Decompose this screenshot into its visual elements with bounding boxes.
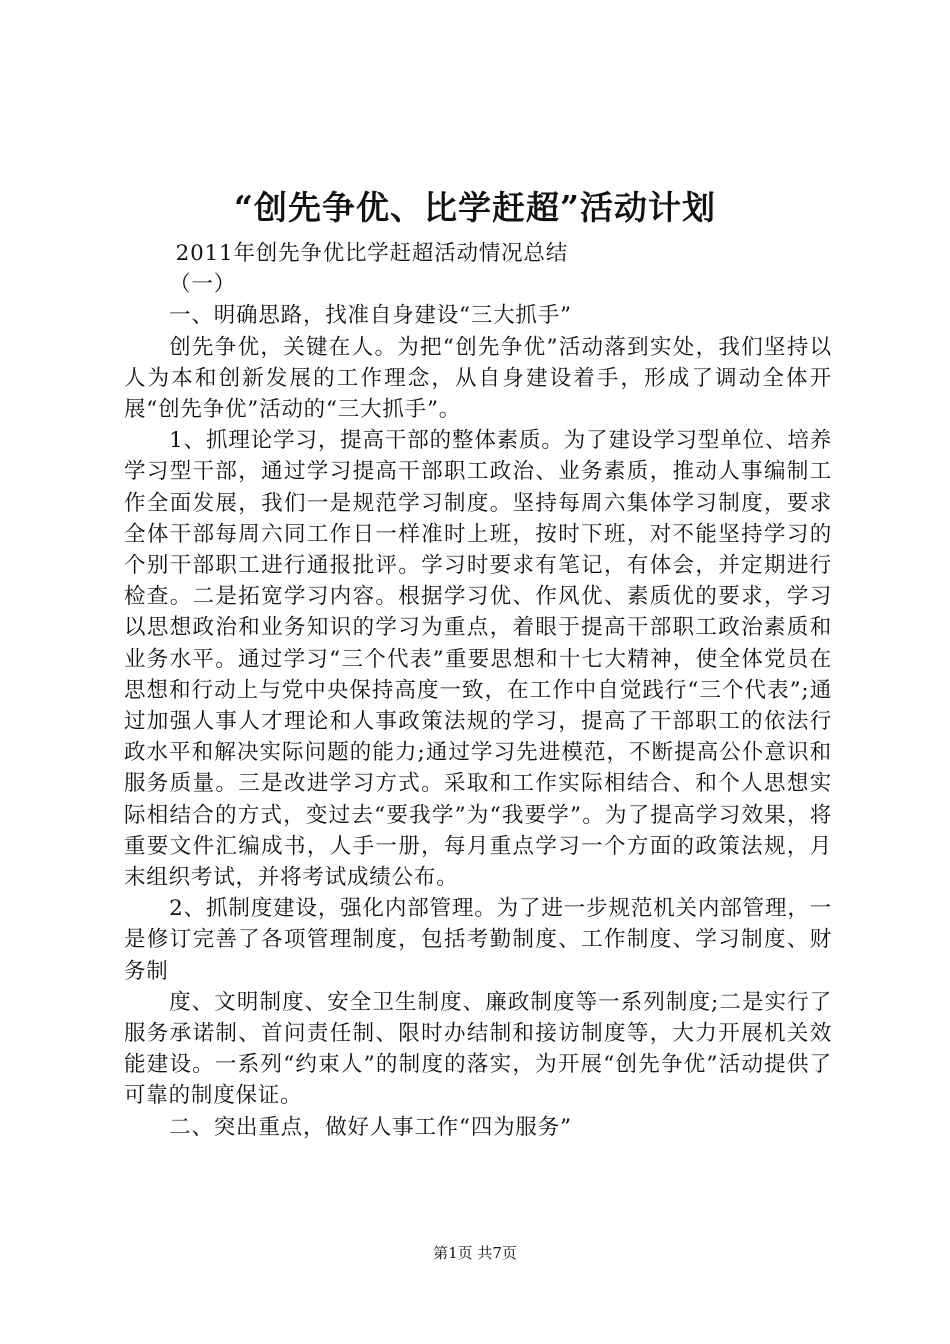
document-subtitle: 2011年创先争优比学赶超活动情况总结	[175, 241, 569, 266]
paragraph: 1、抓理论学习，提高干部的整体素质。为了建设学习型单位、培养学习型干部，通过学习提高干部职工政治、业务素质，推动人事编制工作全面发展，我们一是规范学习制度。坚持每周六集体学习制度，要求全体干部每周六同工作日一样准时上班，按时下班，对不能坚持学习的个别干部职工进行通报批评。学习时要求有笔记，有体会，并定期进行检查。二是拓宽学习内容。根据学习优、作风优、素质优的要求，学习以思想政治和业务知识的学习为重点，着眼于提高干部职工政治素质和业务水平。通过学习“三个代表”重要思想和十七大精神，使全体党员在思想和行动上与党中央保持高度一致，在工作中自觉践行“三个代表”;通过加强人事人才理论和人事政策法规的学习，提高了干部职工的依法行政水平和解决实际问题的能力;通过学习先进模范，不断提高公仆意识和服务质量。三是改进学习方式。采取和工作实际相结合、和个人思想实际相结合的方式，变过去“要我学”为“我要学”。为了提高学习效果，将重要文件汇编成书，人手一册，每月重点学习一个方面的政策法规，月末组织考试，并将考试成绩公布。	[124, 428, 832, 891]
section-marker: （一）	[169, 272, 237, 298]
paragraph: 2、抓制度建设，强化内部管理。为了进一步规范机关内部管理，一是修订完善了各项管理制度，包括考勤制度、工作制度、学习制度、财务制	[124, 896, 832, 984]
page-number-footer: 第1页 共7页	[433, 1244, 517, 1262]
document-body	[124, 238, 832, 1143]
paragraph: 度、文明制度、安全卫生制度、廉政制度等一系列制度;二是实行了服务承诺制、首问责任制、限时办结制和接访制度等，大力开展机关效能建设。一系列“约束人”的制度的落实，为开展“创先争优”活动提供了可靠的制度保证。	[124, 989, 832, 1109]
paragraph: 创先争优，关键在人。为把“创先争优”活动落到实处，我们坚持以人为本和创新发展的工作理念，从自身建设着手，形成了调动全体开展“创先争优”活动的“三大抓手”。	[124, 334, 832, 423]
section-heading-1: 一、明确思路，找准自身建设“三大抓手”	[169, 303, 572, 329]
document-title: “创先争优、比学赶超”活动计划	[234, 188, 716, 227]
section-heading-2: 二、突出重点，做好人事工作“四为服务”	[169, 1114, 572, 1140]
